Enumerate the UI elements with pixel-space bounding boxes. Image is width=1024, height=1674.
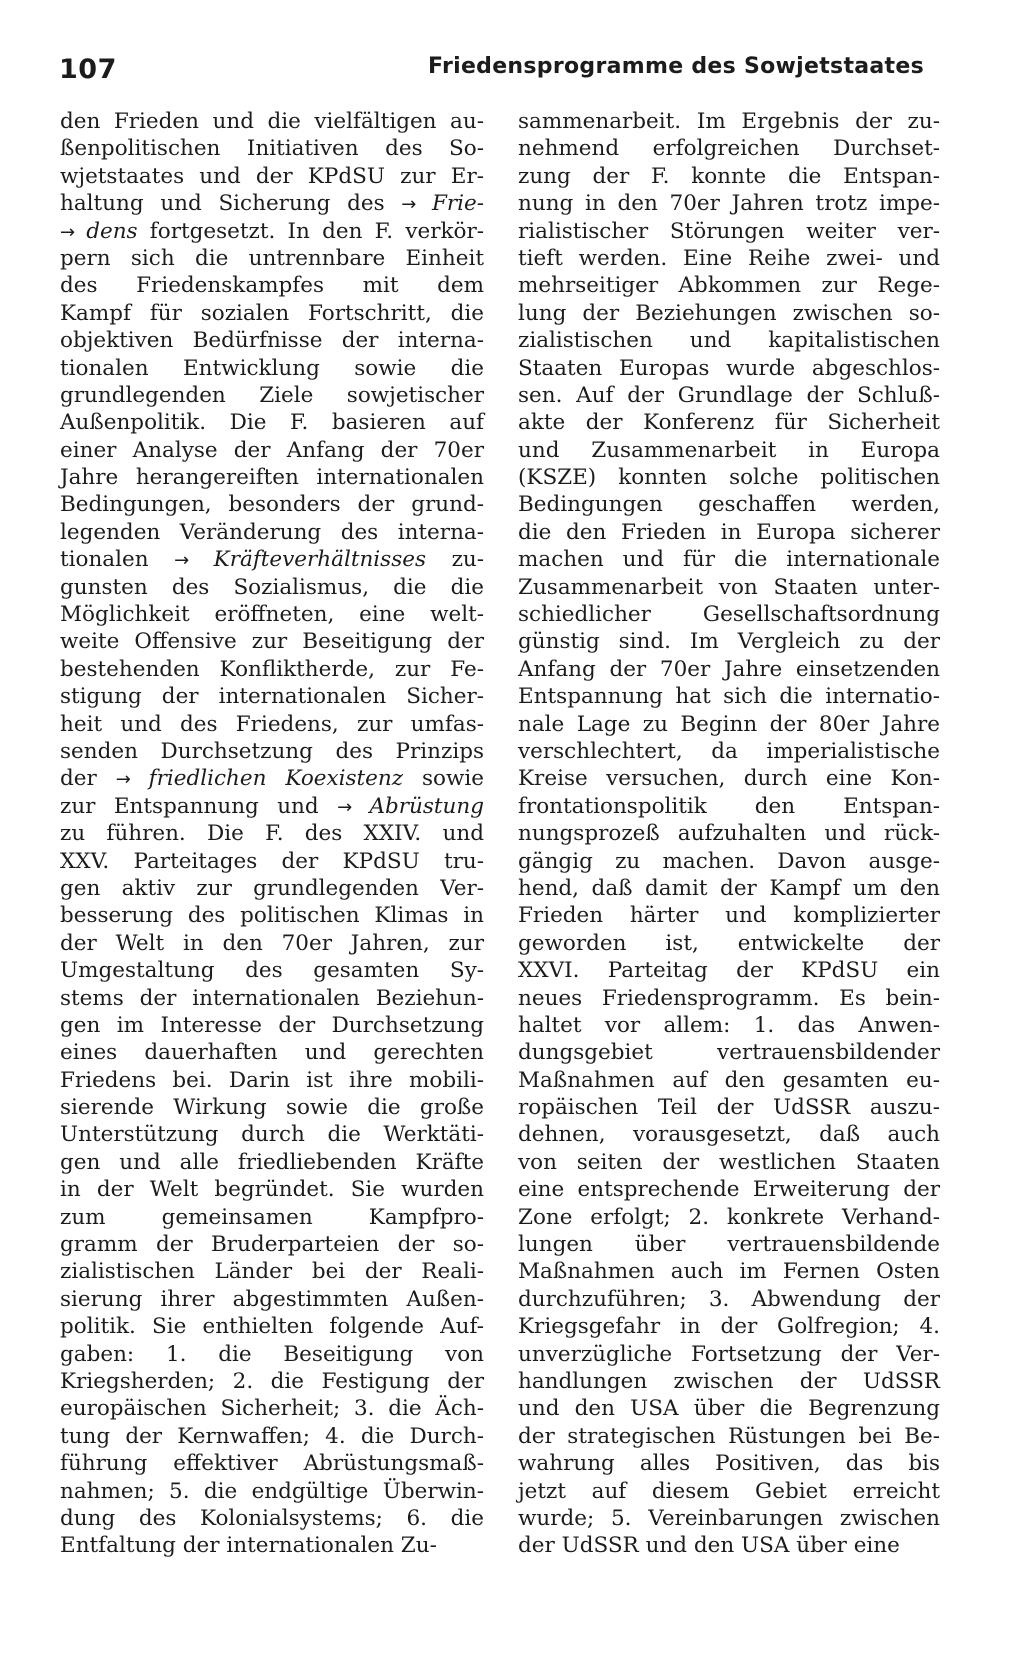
text-line <box>60 738 484 765</box>
line-text: von seiten der westlichen Staaten <box>518 1149 940 1175</box>
text-line <box>60 163 484 190</box>
text-line <box>518 1039 940 1066</box>
line-text: Möglichkeit eröffneten, eine welt- <box>60 602 484 628</box>
text-line <box>60 1039 484 1066</box>
line-text: wahrung alles Positiven, das bis <box>518 1451 940 1477</box>
line-text: in der Welt begründet. Sie wurden <box>60 1177 484 1203</box>
line-text: ropäischen Teil der UdSSR auszu- <box>518 1095 940 1121</box>
text-line <box>60 957 484 984</box>
line-text: Kreise versuchen, durch eine Kon- <box>518 766 940 792</box>
text-line <box>518 1505 940 1532</box>
line-text: legenden Veränderung des interna- <box>60 519 484 545</box>
line-text: gen aktiv zur grundlegenden Ver- <box>60 875 484 901</box>
line-text: Zone erfolgt; 2. konkrete Verhand- <box>518 1204 940 1230</box>
line-text: Unterstützung durch die Werktäti- <box>60 1122 484 1148</box>
line-text: Anfang der 70er Jahre einsetzenden <box>518 656 940 682</box>
line-text: akte der Konferenz für Sicherheit <box>518 410 940 436</box>
text-line <box>518 1532 940 1559</box>
line-text: gunsten des Sozialismus, die die <box>60 574 484 600</box>
text-line <box>518 601 940 628</box>
text-line <box>60 464 484 491</box>
line-text: gen im Interesse der Durchsetzung <box>60 1012 484 1038</box>
text-line <box>60 190 484 217</box>
text-line <box>60 1450 484 1477</box>
line-text: wurde; 5. Vereinbarungen zwischen <box>518 1505 940 1531</box>
text-line <box>518 437 940 464</box>
line-text: Entspannung hat sich die internatio- <box>518 684 940 710</box>
text-line <box>60 1395 484 1422</box>
text-line <box>60 409 484 436</box>
cross-reference-term: Kräfteverhältnisses <box>213 547 427 573</box>
line-text: tionalen <box>60 547 175 573</box>
text-line <box>518 1286 940 1313</box>
text-line <box>518 875 940 902</box>
text-line <box>518 1478 940 1505</box>
line-text: sen. Auf der Grundlage der Schluß- <box>518 382 940 408</box>
text-line <box>518 1176 940 1203</box>
text-line <box>518 1067 940 1094</box>
line-text: nung in den 70er Jahren trotz impe- <box>518 191 940 217</box>
text-line <box>60 1286 484 1313</box>
text-line <box>518 1368 940 1395</box>
line-text: Bedingungen geschaffen werden, <box>518 492 940 518</box>
text-line <box>518 930 940 957</box>
line-text: dungsgebiet vertrauensbildender <box>518 1040 940 1066</box>
line-text: nahmen; 5. die endgültige Überwin- <box>60 1478 484 1504</box>
line-text: tung der Kernwaffen; 4. die Durch- <box>60 1423 484 1449</box>
line-text: Frieden härter und komplizierter <box>518 903 940 929</box>
text-line <box>518 1204 940 1231</box>
text-line <box>60 848 484 875</box>
cross-reference-arrow-icon: → <box>60 221 87 243</box>
text-line <box>518 820 940 847</box>
line-text: Kampf für sozialen Fortschritt, die <box>60 300 484 326</box>
text-line <box>518 711 940 738</box>
text-line <box>60 1094 484 1121</box>
line-text: Friedens bei. Darin ist ihre mobili- <box>60 1067 484 1093</box>
line-text: der UdSSR und den USA über eine <box>518 1533 900 1559</box>
text-line <box>518 738 940 765</box>
text-line <box>518 1341 940 1368</box>
line-text: nehmend erfolgreichen Durchset- <box>518 136 940 162</box>
text-line <box>60 245 484 272</box>
text-line <box>518 1149 940 1176</box>
text-line <box>60 1231 484 1258</box>
line-text: zum gemeinsamen Kampfpro- <box>60 1204 484 1230</box>
text-line <box>60 820 484 847</box>
line-text: eines dauerhaften und gerechten <box>60 1040 484 1066</box>
text-line <box>60 1204 484 1231</box>
line-text: schiedlicher Gesellschaftsordnung <box>518 602 940 628</box>
text-line <box>518 1313 940 1340</box>
text-line <box>60 1368 484 1395</box>
text-line <box>60 135 484 162</box>
text-line <box>60 1313 484 1340</box>
line-text: weite Offensive zur Beseitigung der <box>60 629 484 655</box>
line-text: machen und für die internationale <box>518 547 940 573</box>
text-line <box>60 108 484 135</box>
line-text: gramm der Bruderparteien der so- <box>60 1232 484 1258</box>
line-text: dehnen, vorausgesetzt, daß auch <box>518 1122 940 1148</box>
line-text: einer Analyse der Anfang der 70er <box>60 437 484 463</box>
line-text: verschlechtert, da imperialistische <box>518 738 940 764</box>
line-text: lungen über vertrauensbildende <box>518 1232 940 1258</box>
text-line <box>518 272 940 299</box>
line-text: Bedingungen, besonders der grund- <box>60 492 484 518</box>
text-line <box>518 218 940 245</box>
text-line <box>518 683 940 710</box>
text-line <box>60 1505 484 1532</box>
line-text: gaben: 1. die Beseitigung von <box>60 1341 484 1367</box>
line-text: gen und alle friedliebenden Kräfte <box>60 1149 484 1175</box>
line-text: tieft werden. Eine Reihe zwei- und <box>518 245 940 271</box>
line-text: senden Durchsetzung des Prinzips <box>60 738 484 764</box>
cross-reference-term: Frie- <box>431 191 484 217</box>
line-text: wjetstaates und der KPdSU zur Er- <box>60 163 484 189</box>
text-line <box>60 1176 484 1203</box>
line-text: lung der Beziehungen zwischen so- <box>518 300 940 326</box>
line-text: gängig zu machen. Davon ausge- <box>518 848 940 874</box>
line-text: Umgestaltung des gesamten Sy- <box>60 958 484 984</box>
line-text: dung des Kolonialsystems; 6. die <box>60 1505 484 1531</box>
cross-reference-arrow-icon: → <box>337 796 370 818</box>
text-line <box>518 1395 940 1422</box>
line-text: die den Frieden in Europa sicherer <box>518 519 940 545</box>
line-text: sammenarbeit. Im Ergebnis der zu- <box>518 109 940 134</box>
text-column-left <box>60 108 484 1560</box>
text-line <box>518 765 940 792</box>
text-line <box>60 519 484 546</box>
line-text: der <box>60 766 116 792</box>
line-text: zu- <box>426 547 485 573</box>
text-line <box>60 875 484 902</box>
line-text: ßenpolitischen Initiativen des So- <box>60 136 484 162</box>
line-text: tionalen Entwicklung sowie die <box>60 355 484 381</box>
text-line <box>518 1423 940 1450</box>
line-text: Kriegsgefahr in der Golfregion; 4. <box>518 1314 940 1340</box>
line-text: haltung und Sicherung des <box>60 191 402 217</box>
line-text: mehrseitiger Abkommen zur Rege- <box>518 273 940 299</box>
text-line <box>60 985 484 1012</box>
running-head: Friedensprogramme des Sowjetstaates <box>428 54 924 79</box>
line-text: führung effektiver Abrüstungsmaß- <box>60 1451 484 1477</box>
line-text: pern sich die untrennbare Einheit <box>60 245 484 271</box>
line-text: Zusammenarbeit von Staaten unter- <box>518 574 940 600</box>
text-line <box>518 985 940 1012</box>
line-text: nungsprozeß aufzuhalten und rück- <box>518 821 940 847</box>
cross-reference-arrow-icon: → <box>115 769 149 791</box>
line-text: sierende Wirkung sowie die große <box>60 1095 484 1121</box>
text-line <box>518 1121 940 1148</box>
text-line <box>518 300 940 327</box>
text-line <box>518 355 940 382</box>
text-line <box>60 355 484 382</box>
text-line <box>518 163 940 190</box>
text-line <box>60 656 484 683</box>
text-line <box>60 1121 484 1148</box>
text-line <box>518 1231 940 1258</box>
line-text: günstig sind. Im Vergleich zu der <box>518 629 940 655</box>
line-text: durchzuführen; 3. Abwendung der <box>518 1286 940 1312</box>
text-line <box>518 108 940 135</box>
line-text: Jahre herangereiften internationalen <box>60 465 484 491</box>
line-text: Entfaltung der internationalen Zu- <box>60 1533 437 1559</box>
text-line <box>60 765 484 792</box>
line-text: unverzügliche Fortsetzung der Ver- <box>518 1341 940 1367</box>
line-text: Maßnahmen auch im Fernen Osten <box>518 1259 940 1285</box>
line-text: stems der internationalen Beziehun- <box>60 985 484 1011</box>
text-line <box>518 1258 940 1285</box>
line-text: Außenpolitik. Die F. basieren auf <box>60 410 484 436</box>
cross-reference-arrow-icon: → <box>401 194 432 216</box>
line-text: fortgesetzt. In den F. verkör- <box>137 218 484 244</box>
text-line <box>518 409 940 436</box>
text-line <box>60 1478 484 1505</box>
text-line <box>518 902 940 929</box>
text-line <box>60 1149 484 1176</box>
text-column-right <box>518 108 940 1560</box>
text-line <box>518 628 940 655</box>
line-text: frontationspolitik den Entspan- <box>518 793 940 819</box>
line-text: des Friedenskampfes mit dem <box>60 273 484 299</box>
text-line <box>60 327 484 354</box>
line-text: hend, daß damit der Kampf um den <box>518 875 940 901</box>
text-line <box>60 1532 484 1559</box>
text-line <box>518 546 940 573</box>
text-line <box>518 327 940 354</box>
text-line <box>60 1258 484 1285</box>
line-text: zu führen. Die F. des XXIV. und <box>60 821 484 847</box>
text-line <box>518 793 940 820</box>
line-text: zung der F. konnte die Entspan- <box>518 163 940 189</box>
text-line <box>518 190 940 217</box>
line-text: der strategischen Rüstungen bei Be- <box>518 1423 940 1449</box>
text-line <box>60 930 484 957</box>
text-line <box>60 574 484 601</box>
line-text: geworden ist, entwickelte der <box>518 930 940 956</box>
line-text: (KSZE) konnten solche politischen <box>518 465 940 491</box>
line-text: zialistischen und kapitalistischen <box>518 328 940 354</box>
line-text: stigung der internationalen Sicher- <box>60 684 484 710</box>
text-line <box>60 683 484 710</box>
line-text: den Frieden und die vielfältigen au- <box>60 109 484 134</box>
line-text: politik. Sie enthielten folgende Auf- <box>60 1314 484 1340</box>
line-text: zialistischen Länder bei der Reali- <box>60 1259 484 1285</box>
text-line <box>60 272 484 299</box>
text-line <box>60 546 484 573</box>
text-line <box>60 1423 484 1450</box>
text-line <box>518 135 940 162</box>
line-text: heit und des Friedens, zur umfas- <box>60 711 484 737</box>
line-text: jetzt auf diesem Gebiet erreicht <box>518 1478 940 1504</box>
text-line <box>518 574 940 601</box>
line-text: Maßnahmen auf den gesamten eu- <box>518 1067 940 1093</box>
text-line <box>518 1450 940 1477</box>
text-line <box>60 382 484 409</box>
line-text: zur Entspannung und <box>60 793 338 819</box>
text-line <box>518 491 940 518</box>
line-text: der Welt in den 70er Jahren, zur <box>60 930 484 956</box>
text-line <box>60 1067 484 1094</box>
line-text: XXVI. Parteitag der KPdSU ein <box>518 958 940 984</box>
cross-reference-term: friedlichen Koexistenz <box>148 766 404 792</box>
line-text: rialistischer Störungen weiter ver- <box>518 218 940 244</box>
text-line <box>60 491 484 518</box>
text-line <box>60 1012 484 1039</box>
text-line <box>518 1012 940 1039</box>
text-line <box>60 711 484 738</box>
text-line <box>60 300 484 327</box>
text-line <box>60 601 484 628</box>
line-text: handlungen zwischen der UdSSR <box>518 1368 940 1394</box>
text-line <box>518 519 940 546</box>
line-text: und Zusammenarbeit in Europa <box>518 437 940 463</box>
text-line <box>518 656 940 683</box>
text-line <box>60 437 484 464</box>
line-text: sierung ihrer abgestimmten Außen- <box>60 1286 484 1312</box>
text-line <box>518 957 940 984</box>
line-text: Kriegsherden; 2. die Festigung der <box>60 1368 484 1394</box>
text-line <box>518 464 940 491</box>
line-text: haltet vor allem: 1. das Anwen- <box>518 1012 940 1038</box>
line-text: Staaten Europas wurde abgeschlos- <box>518 355 940 381</box>
text-line <box>60 218 484 245</box>
line-text: XXV. Parteitages der KPdSU tru- <box>60 848 484 874</box>
text-line <box>518 848 940 875</box>
line-text: besserung des politischen Klimas in <box>60 903 484 929</box>
line-text: eine entsprechende Erweiterung der <box>518 1177 940 1203</box>
text-line <box>518 382 940 409</box>
line-text: bestehenden Konfliktherde, zur Fe- <box>60 656 484 682</box>
text-line <box>518 245 940 272</box>
cross-reference-term: Abrüstung <box>369 793 484 819</box>
text-line <box>60 628 484 655</box>
text-line <box>60 902 484 929</box>
cross-reference-arrow-icon: → <box>174 550 214 572</box>
cross-reference-term: dens <box>86 218 138 244</box>
text-line <box>60 793 484 820</box>
page-number: 107 <box>59 54 117 85</box>
line-text: grundlegenden Ziele sowjetischer <box>60 382 484 408</box>
line-text: und den USA über die Begrenzung <box>518 1396 940 1422</box>
line-text: neues Friedensprogramm. Es bein- <box>518 985 940 1011</box>
line-text: nale Lage zu Beginn der 80er Jahre <box>518 711 940 737</box>
line-text: sowie <box>403 766 484 792</box>
line-text: objektiven Bedürfnisse der interna- <box>60 328 484 354</box>
line-text: europäischen Sicherheit; 3. die Äch- <box>60 1396 484 1422</box>
text-line <box>518 1094 940 1121</box>
text-line <box>60 1341 484 1368</box>
